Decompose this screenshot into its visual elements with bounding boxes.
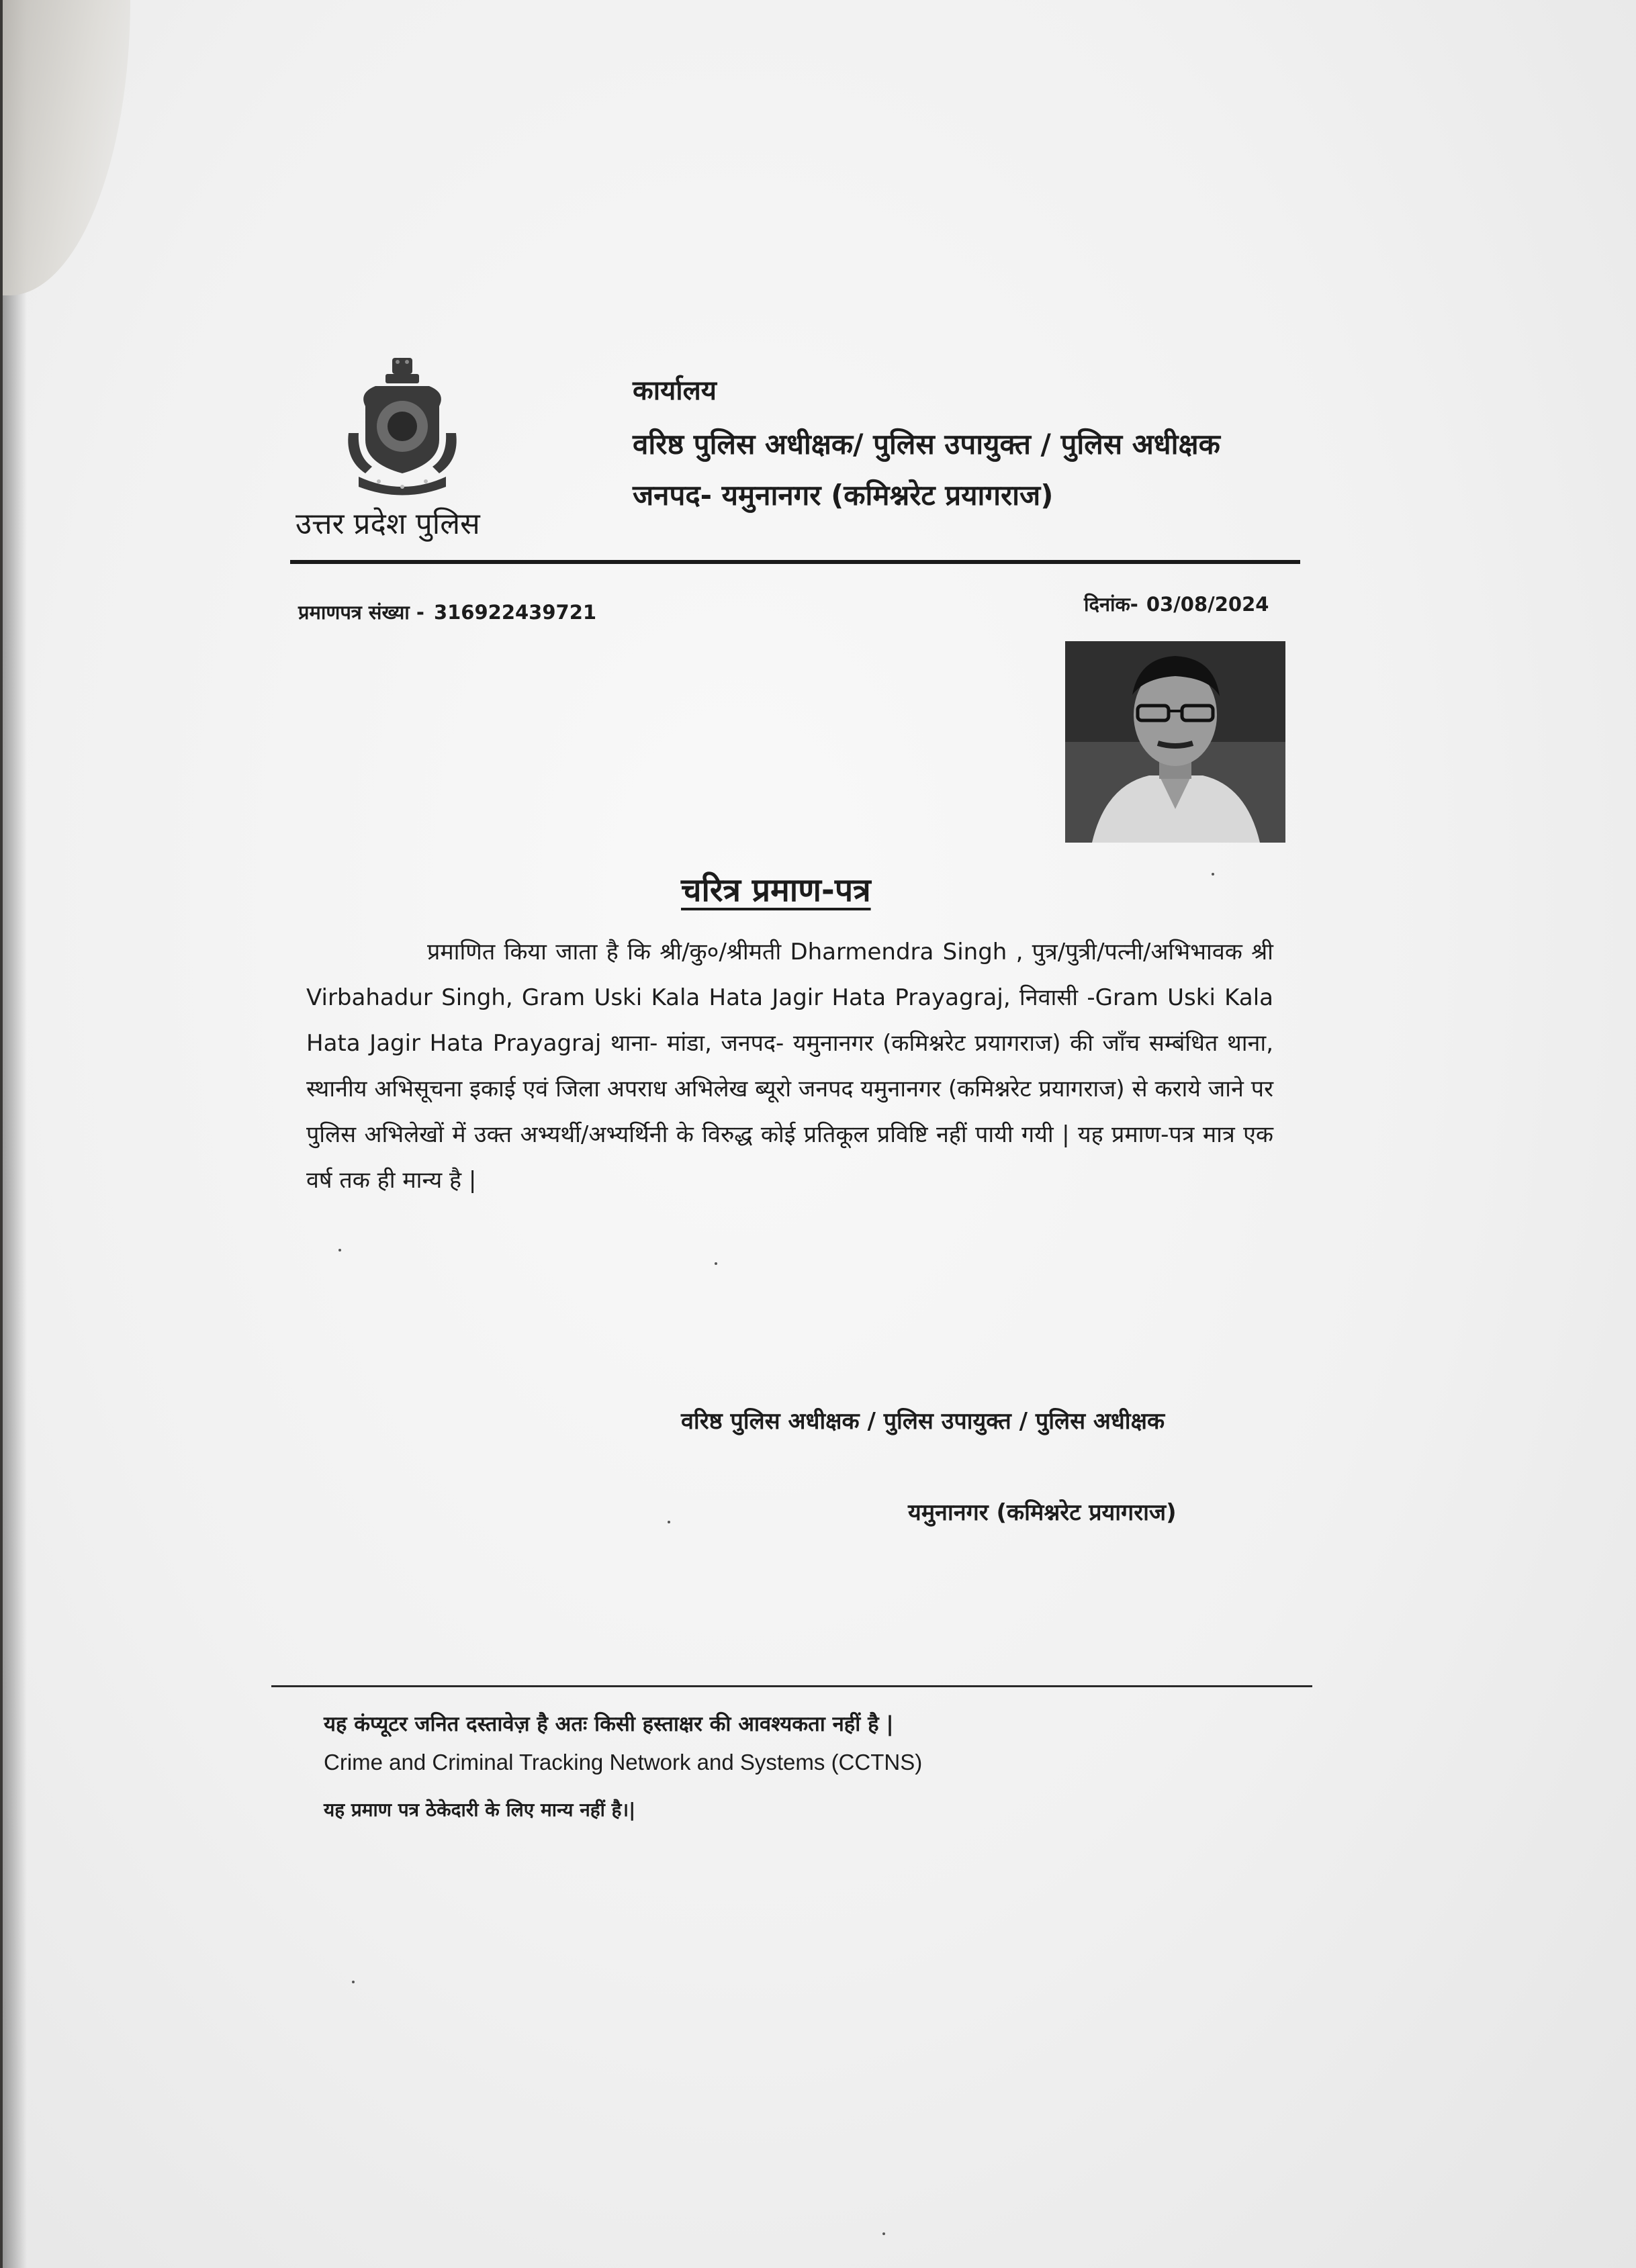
signatory-designation: वरिष्ठ पुलिस अधीक्षक / पुलिस उपायुक्त / पुलिस अधीक्षक: [681, 1408, 1165, 1435]
applicant-photo: [1065, 641, 1285, 843]
office-designation: वरिष्ठ पुलिस अधीक्षक/ पुलिस उपायुक्त / पुलिस अधीक्षक: [633, 428, 1220, 461]
footer-note-cctns: Crime and Criminal Tracking Network and Systems (CCTNS): [324, 1750, 923, 1775]
paper-speck: [338, 1249, 341, 1251]
footer-note-computer-generated: यह कंप्यूटर जनित दस्तावेज़ है अतः किसी हस्ताक्षर की आवश्यकता नहीं है |: [324, 1712, 894, 1736]
paper-speck: [352, 1981, 355, 1983]
issue-date: [1084, 591, 1269, 617]
footer-divider: [271, 1685, 1312, 1687]
certificate-number-label: प्रमाणपत्र संख्या -: [298, 601, 424, 624]
certificate-number: [298, 599, 596, 625]
page-curl: [3, 0, 130, 295]
emblem-caption: उत्तर प्रदेश पुलिस: [296, 507, 480, 541]
certificate-page: [3, 0, 1636, 2268]
paper-speck: [668, 1521, 670, 1523]
up-police-emblem-icon: [338, 352, 466, 500]
office-district: जनपद- यमुनानगर (कमिश्नरेट प्रयागराज): [633, 479, 1054, 512]
certificate-body-text: प्रमाणित किया जाता है कि श्री/कु०/श्रीमती Dharmendra Singh , पुत्र/पुत्री/पत्नी/अभिभावक श्री Virbahadur Singh, Gram Uski Kala Hata Jagir Hata Prayagraj, निवासी -Gram Uski Kala Hata Jagir Hata Prayagraj थाना- मांडा, जनपद- यमुनानगर (कमिश्नरेट प्रयागराज) की जाँच सम्बंधित थाना, स्थानीय अभिसूचना इकाई एवं जिला अपराध अभिलेख ब्यूरो जनपद यमुनानगर (कमिश्नरेट प्रयागराज) से कराये जाने पर पुलिस अभिलेखों में उक्त अभ्यर्थी/अभ्यर्थिनी के विरुद्ध कोई प्रतिकूल प्रविष्टि नहीं पायी गयी | यह प्रमाण-पत्र मात्र एक वर्ष तक ही मान्य है |: [306, 939, 1273, 1194]
issue-date-value: 03/08/2024: [1146, 593, 1269, 616]
certificate-number-value: 316922439721: [433, 601, 597, 624]
header-divider: [290, 560, 1300, 564]
certificate-title: चरित्र प्रमाण-पत्र: [681, 871, 871, 909]
footer-note-not-valid-contract: यह प्रमाण पत्र ठेकेदारी के लिए मान्य नहीं है।|: [324, 1799, 636, 1821]
office-label: कार्यालय: [633, 375, 717, 406]
paper-speck: [1212, 873, 1214, 876]
issue-date-label: दिनांक-: [1084, 593, 1138, 616]
paper-speck: [882, 2232, 885, 2235]
page-edge-shadow: [3, 0, 27, 2268]
paper-speck: [715, 1262, 717, 1265]
certificate-body: [306, 929, 1273, 1203]
signatory-district: यमुनानगर (कमिश्नरेट प्रयागराज): [908, 1499, 1177, 1526]
